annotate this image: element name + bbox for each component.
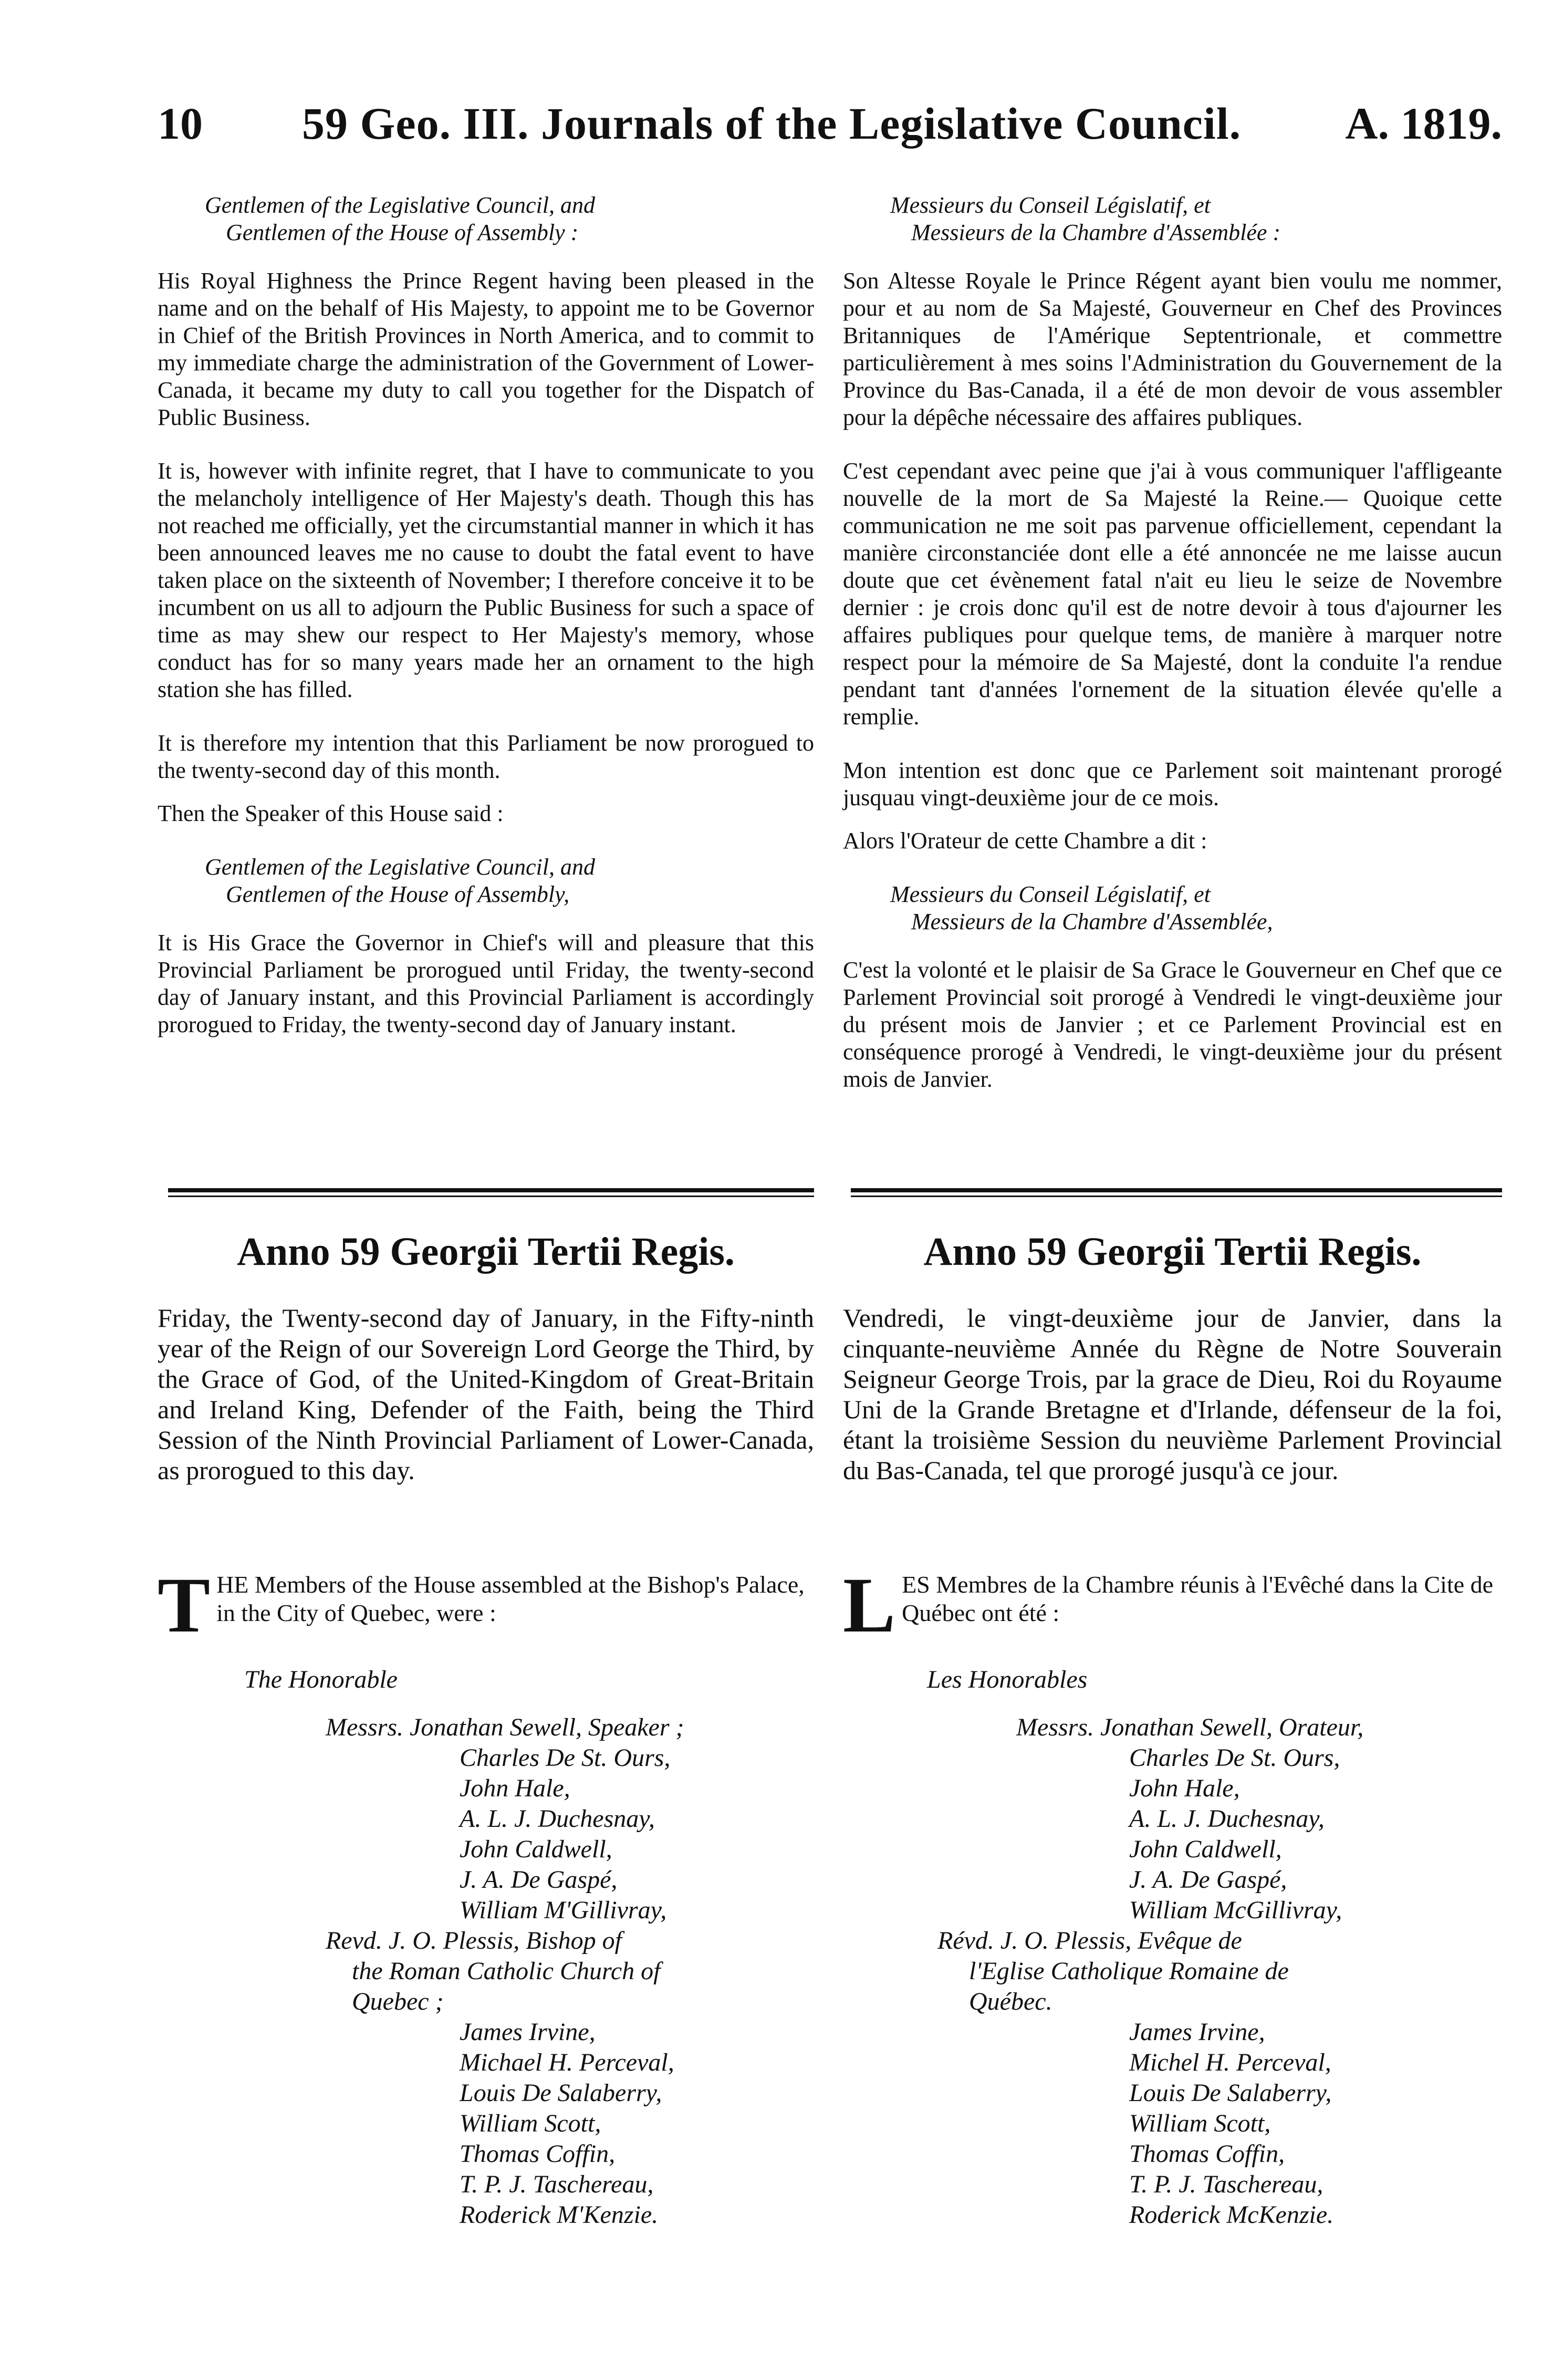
list-item: William Scott,: [460, 2109, 601, 2137]
list-item: Roderick M'Kenzie.: [460, 2201, 659, 2229]
fr-salutation-4: Messieurs de la Chambre d'Assemblée,: [911, 909, 1273, 934]
list-item: Québec.: [969, 1988, 1052, 2015]
list-item: William McGillivray,: [1129, 1896, 1342, 1924]
fr-speaker-said: Alors l'Orateur de cette Chambre a dit :: [843, 828, 1207, 854]
section-rule-fr-thin: [851, 1196, 1502, 1197]
list-item: J. A. De Gaspé,: [460, 1866, 618, 1894]
list-item: Charles De St. Ours,: [1129, 1744, 1340, 1772]
list-item: T. P. J. Taschereau,: [460, 2170, 654, 2198]
list-item: John Hale,: [460, 1774, 570, 1802]
list-item: A. L. J. Duchesnay,: [460, 1805, 655, 1833]
list-item: Messrs. Jonathan Sewell, Orateur,: [1016, 1713, 1364, 1741]
list-item: Roderick McKenzie.: [1129, 2201, 1334, 2229]
list-item: A. L. J. Duchesnay,: [1129, 1805, 1325, 1833]
en-members-intro: [158, 1562, 814, 1649]
en-paragraph-4: It is His Grace the Governor in Chief's will and pleasure that this Provincial Parliament be prorogued until Friday, the twenty-second day of January instant, and this Provincial Parliament is accordingly prorogued to Friday, the twenty-second day of January instant.: [158, 930, 814, 1037]
fr-salutation-1: Messieurs du Conseil Législatif, et: [890, 192, 1211, 218]
en-honorable: The Honorable: [244, 1666, 398, 1693]
list-item: Michel H. Perceval,: [1129, 2049, 1331, 2076]
en-date-paragraph: Friday, the Twenty-second day of January, in the Fifty-ninth year of the Reign of our Sovereign Lord George the Third, by the Grace of God, of the United-Kingdom of Great-Britain and Ireland King, Defender of the Faith, being the Third Session of the Ninth Provincial Parliament of Lower-Canada, as prorogued to this day.: [158, 1303, 814, 1485]
en-salutation-3: Gentlemen of the Legislative Council, and: [205, 854, 595, 880]
page-number: 10: [158, 98, 203, 149]
list-item: James Irvine,: [1129, 2018, 1265, 2046]
list-item: John Caldwell,: [460, 1835, 612, 1863]
fr-member-list: [937, 1712, 1489, 2230]
list-item: Louis De Salaberry,: [460, 2079, 662, 2107]
list-item: Thomas Coffin,: [460, 2140, 616, 2168]
list-item: Thomas Coffin,: [1129, 2140, 1285, 2168]
list-item: John Hale,: [1129, 1774, 1240, 1802]
fr-members-intro: [843, 1562, 1502, 1649]
list-item: Louis De Salaberry,: [1129, 2079, 1332, 2107]
list-item: J. A. De Gaspé,: [1129, 1866, 1287, 1894]
fr-paragraph-2: C'est cependant avec peine que j'ai à vous communiquer l'affligeante nouvelle de la mort de Sa Majesté la Reine.— Quoique cette communication ne me soit pas parvenue officiellement, cependant la manière circonstanciée dont elle a été annoncée ne me laisse aucun doute que cet évènement fatal n'ait eu lieu le seize de Novembre dernier : je crois donc qu'il est de notre devoir à tous d'ajourner les affaires publiques pour quelque tems, de manière à marquer notre respect pour la mémoire de Sa Majesté, dont la conduite l'a rendue pendant tant d'années l'ornement de la situation élevée qu'elle a remplie.: [843, 458, 1502, 730]
fr-date-paragraph: Vendredi, le vingt-deuxième jour de Janvier, dans la cinquante-neuvième Année du Règne de Notre Souverain Seigneur George Trois, par la grace de Dieu, Roi du Royaume Uni de la Grande Bretagne et d'Irlande, défenseur de la foi, étant la troisième Session du neuvième Parlement Provincial du Bas-Canada, tel que prorogé jusqu'à ce jour.: [843, 1303, 1502, 1485]
en-paragraph-2: It is, however with infinite regret, that I have to communicate to you the melancholy intelligence of Her Majesty's death. Though this has not reached me officially, yet the circumstantial manner in which it has been announced leaves me no cause to doubt the fatal event to have taken place on the sixteenth of November; I therefore conceive it to be incumbent on us all to adjourn the Public Business for such a space of time as may shew our respect to Her Majesty's memory, whose conduct has for so many years made her an ornament to the high station she has filled.: [158, 458, 814, 702]
fr-paragraph-1: Son Altesse Royale le Prince Régent ayant bien voulu me nommer, pour et au nom de Sa Majesté, Gouverneur en Chef des Provinces Britanniques de l'Amérique Septentrionale, et commettre particulièrement à mes soins l'Administration du Gouvernement de la Province du Bas-Canada, il a été de mon devoir de vous assembler pour la dépêche nécessaire des affaires publiques.: [843, 268, 1502, 430]
en-member-list: [326, 1712, 798, 2230]
en-salutation-2: Gentlemen of the House of Assembly :: [226, 220, 579, 245]
en-members-text: HE Members of the House assembled at the Bishop's Palace, in the City of Quebec, were :: [216, 1571, 805, 1626]
en-anno-heading: Anno 59 Georgii Tertii Regis.: [237, 1230, 735, 1274]
list-item: the Roman Catholic Church of: [352, 1957, 661, 1985]
en-salutation-4: Gentlemen of the House of Assembly,: [226, 881, 570, 907]
list-item: Michael H. Perceval,: [460, 2049, 674, 2076]
en-paragraph-1: His Royal Highness the Prince Regent having been pleased in the name and on the behalf of His Majesty, to appoint me to be Governor in Chief of the British Provinces in North America, and to commit to my immediate charge the administration of the Government of Lower-Canada, it became my duty to call you together for the Dispatch of Public Business.: [158, 268, 814, 430]
list-item: T. P. J. Taschereau,: [1129, 2170, 1323, 2198]
list-item: William M'Gillivray,: [460, 1896, 667, 1924]
running-title: 59 Geo. III. Journals of the Legislative Council.: [302, 98, 1242, 149]
list-item: Messrs. Jonathan Sewell, Speaker ;: [326, 1713, 684, 1741]
fr-dropcap: L: [843, 1562, 896, 1649]
list-item: Charles De St. Ours,: [460, 1744, 671, 1772]
section-rule-fr-thick: [851, 1188, 1502, 1192]
english-column-upper: [158, 192, 814, 1038]
list-item: Révd. J. O. Plessis, Evêque de: [937, 1927, 1242, 1955]
list-item: James Irvine,: [460, 2018, 596, 2046]
en-dropcap: T: [158, 1562, 211, 1649]
list-item: John Caldwell,: [1129, 1835, 1282, 1863]
en-paragraph-3: It is therefore my intention that this Parliament be now prorogued to the twenty-second day of this month.: [158, 730, 814, 783]
running-year: A. 1819.: [1345, 98, 1502, 149]
section-rule-en-thick: [168, 1188, 814, 1192]
page-header: [158, 97, 1502, 155]
list-item: Revd. J. O. Plessis, Bishop of: [326, 1927, 622, 1955]
en-speaker-said: Then the Speaker of this House said :: [158, 801, 504, 826]
fr-paragraph-4: C'est la volonté et le plaisir de Sa Grace le Gouverneur en Chef que ce Parlement Provincial soit prorogé à Vendredi le vingt-deuxième jour du présent mois de Janvier ; et ce Parlement Provincial est en conséquence prorogé à Vendredi, le vingt-deuxième jour du présent mois de Janvier.: [843, 957, 1502, 1092]
list-item: Quebec ;: [352, 1988, 444, 2015]
list-item: William Scott,: [1129, 2109, 1271, 2137]
fr-members-text: ES Membres de la Chambre réunis à l'Evêché dans la Cite de Québec ont été :: [902, 1571, 1494, 1626]
en-salutation-1: Gentlemen of the Legislative Council, and: [205, 192, 595, 218]
list-item: l'Eglise Catholique Romaine de: [969, 1957, 1289, 1985]
fr-salutation-2: Messieurs de la Chambre d'Assemblée :: [911, 220, 1281, 245]
french-column-upper: [843, 192, 1502, 1093]
fr-anno-heading: Anno 59 Georgii Tertii Regis.: [923, 1230, 1422, 1274]
fr-paragraph-3: Mon intention est donc que ce Parlement soit maintenant prorogé jusquau vingt-deuxième jour de ce mois.: [843, 757, 1502, 810]
section-rule-en-thin: [168, 1196, 814, 1197]
fr-honorable: Les Honorables: [927, 1666, 1088, 1693]
fr-salutation-3: Messieurs du Conseil Législatif, et: [890, 881, 1211, 907]
